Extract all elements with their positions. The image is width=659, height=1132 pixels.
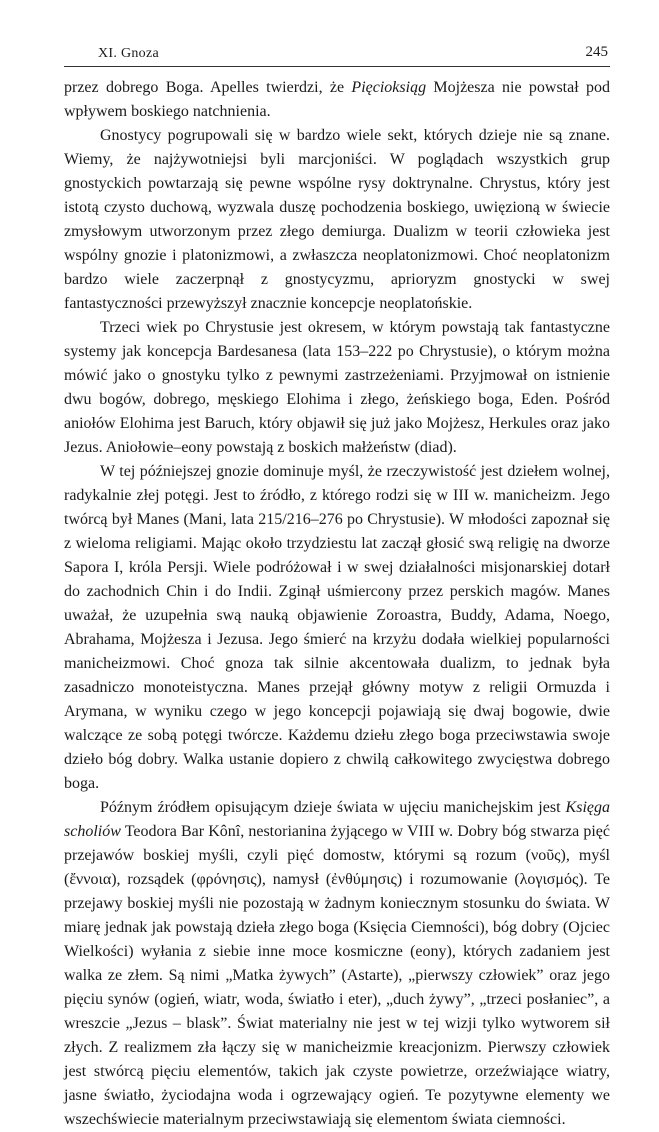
paragraph xyxy=(64,76,610,124)
text-segment: Trzeci wiek po Chrystusie jest okresem, w którym powstają tak fantastyczne systemy jak koncepcja Bardesanesa (lata 153–222 po Chrystusie), o którym można mówić jako o gnostyku tylko z pewnymi zastrzeżeniami. Przyjmował on istnienie dwu bogów, dobrego, męskiego Elohima i złego, żeńskiego boga, Eden. Pośród aniołów Elohima jest Baruch, który objawił się już jako Mojżesz, Herkules oraz jako Jezus. Aniołowie–eony powstają z boskich małżeństw (diad). xyxy=(64,319,610,456)
paragraph xyxy=(64,796,610,1132)
text-segment: przez dobrego Boga. Apelles twierdzi, że xyxy=(64,79,352,96)
book-page xyxy=(64,42,610,1132)
chapter-title: XI. Gnoza xyxy=(98,46,160,61)
body-text xyxy=(64,76,610,1132)
text-segment: W tej późniejszej gnozie dominuje myśl, że rzeczywistość jest dziełem wolnej, radykalnie złej potęgi. Jest to źródło, z którego rodzi się w III w. manicheizm. Jego twórcą był Manes (Mani, lata 215/216–276 po Chrystusie). W młodości zapoznał się z wieloma religiami. Mając około trzydziestu lat zaczął głosić swą religię na dworze Sapora I, króla Persji. Wiele podróżował i w swej działalności misjonarskiej dotarł do zachodnich Chin i do Indii. Zginął uśmiercony przez perskich magów. Manes uważał, że uzupełnia swą nauką objawienie Zoroastra, Buddy, Adama, Noego, Abrahama, Mojżesza i Jezusa. Jego śmierć na krzyżu dodała wielkiej popularności manicheizmowi. Choć gnoza tak silnie akcentowała dualizm, to jednak była zasadniczo monoteistyczna. Manes przejął główny motyw z religii Ormuzda i Arymana, w wyniku czego w jego koncepcji pojawiają się dwaj bogowie, dwie walczące ze sobą potęgi twórcze. Każdemu dziełu złego boga przeciwstawia swoje dzieło bóg dobry. Walka ustanie dopiero z chwilą całkowitego zwycięstwa dobrego boga. xyxy=(64,463,610,792)
text-segment: Teodora Bar Kônî, nestorianina żyjącego w VIII w. Dobry bóg stwarza pięć przejawów boskiej myśli, czyli pięć domostw, którymi są rozum (νοῦς), myśl (ἔννοια), rozsądek (φρόνησις), namysł (ἐνθύμησις) i rozumowanie (λογισμός). Te przejawy boskiej myśli nie pozostają w żadnym koniecznym stosunku do świata. W miarę jednak jak powstają dzieła złego boga (Księcia Ciemności), bóg dobry (Ojciec Wielkości) wyłania z siebie inne moce kosmiczne (eony), których zadaniem jest walka ze złem. Są nimi „Matka żywych” (Astarte), „pierwszy człowiek” oraz jego pięciu synów (ogień, wiatr, woda, światło i eter), „duch żywy”, „trzeci posłaniec”, a wreszcie „Jezus – blask”. Świat materialny nie jest w tej wizji tylko wytworem sił złych. Z realizmem zła łączy się w manicheizmie kreacjonizm. Pierwszy człowiek jest stwórcą pięciu elementów, takich jak czyste powietrze, orzeźwiające wiatry, jasne światło, życiodajna woda i ogrzewający ogień. Te pozytywne elementy we wszechświecie materialnym przeciwstawiają się elementom świata ciemności. xyxy=(64,823,610,1128)
paragraph xyxy=(64,316,610,460)
italic-title: Pięcioksiąg xyxy=(351,79,427,96)
italic-title: Księga scholiów xyxy=(64,799,610,840)
paragraph xyxy=(64,124,610,316)
paragraph xyxy=(64,460,610,796)
text-segment: Mojżesza nie powstał pod wpływem boskiego natchnienia. xyxy=(64,79,610,120)
running-header xyxy=(64,42,610,67)
text-segment: Późnym źródłem opisującym dzieje świata w ujęciu manichejskim jest xyxy=(100,799,566,816)
text-segment: Gnostycy pogrupowali się w bardzo wiele sekt, których dzieje nie są znane. Wiemy, że najżywotniejsi byli marcjoniści. W poglądach wszystkich grup gnostyckich powtarzają się pewne wspólne rysy doktrynalne. Chrystus, który jest istotą czysto duchową, wyzwala duszę pochodzenia boskiego, uwięzioną w świecie zmysłowym utworzonym przez złego demiurga. Dualizm w teorii człowieka jest wspólny gnozie i platonizmowi, a zwłaszcza neoplatonizmowi. Choć neoplatonizm bardzo wiele zaczerpnął z gnostycyzmu, aprioryzm gnostycki w swej fantastyczności przewyższył znacznie koncepcje neoplatońskie. xyxy=(64,127,610,312)
page-number: 245 xyxy=(585,44,608,60)
